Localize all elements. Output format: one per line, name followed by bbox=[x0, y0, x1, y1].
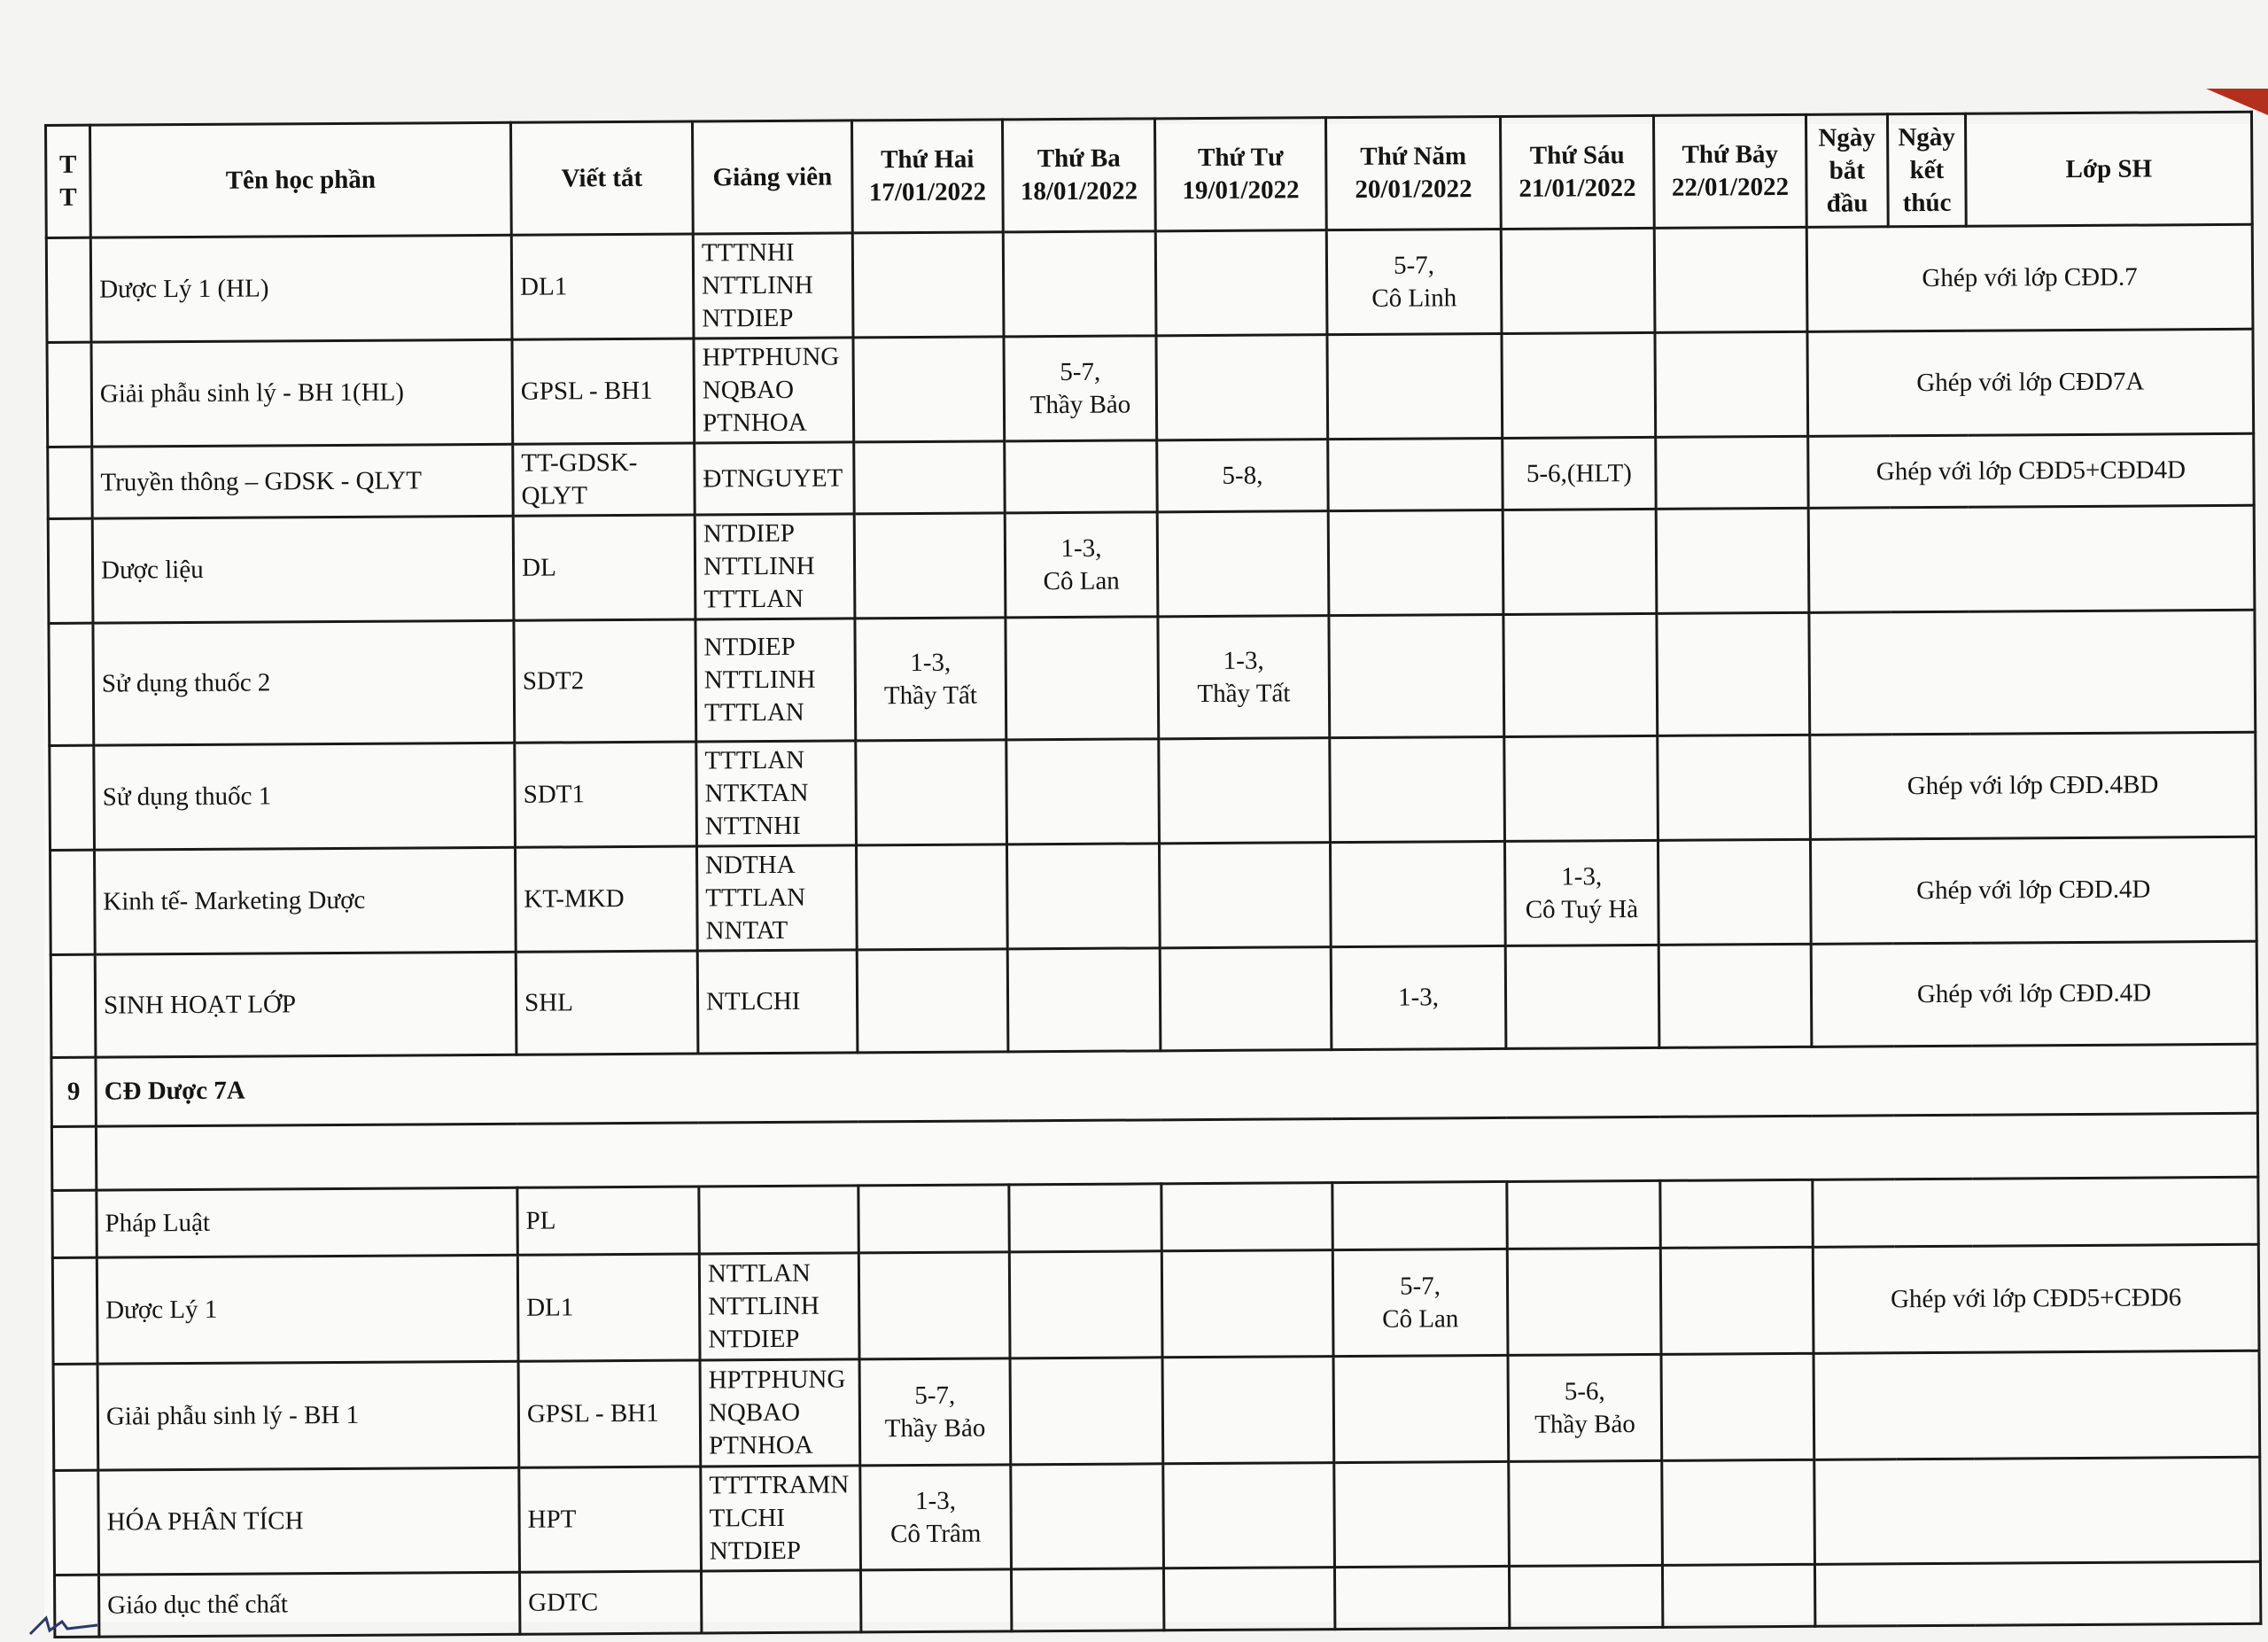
slot-friday bbox=[1507, 1180, 1660, 1249]
tt-cell bbox=[52, 1190, 97, 1257]
lecturer-code: NDTHA bbox=[705, 850, 796, 880]
slot-wednesday bbox=[1157, 511, 1329, 617]
slot-text: Thầy Bảo bbox=[1029, 390, 1131, 419]
tt-cell bbox=[50, 745, 95, 850]
course-abbr: SDT2 bbox=[514, 619, 696, 743]
slot-friday bbox=[1508, 1354, 1662, 1461]
tt-cell bbox=[52, 1257, 97, 1364]
slot-text: 1-3, bbox=[1397, 983, 1440, 1012]
slot-wednesday bbox=[1163, 1463, 1335, 1568]
lecturer-code: HPTPHUNG bbox=[702, 342, 840, 372]
course-abbr: DL1 bbox=[517, 1254, 700, 1361]
slot-friday bbox=[1507, 1248, 1661, 1355]
slot-friday bbox=[1505, 945, 1659, 1048]
table-row bbox=[54, 1457, 2261, 1575]
lecturer-code: HPTPHUNG bbox=[708, 1365, 846, 1395]
header-lecturer: Giảng viên bbox=[692, 121, 852, 234]
lecturer-code: NTDIEP bbox=[709, 1536, 802, 1566]
slot-wednesday bbox=[1161, 1183, 1332, 1251]
tt-cell bbox=[48, 518, 93, 623]
slot-text: 5-8, bbox=[1222, 461, 1263, 490]
slot-saturday bbox=[1657, 612, 1810, 735]
slot-text: 1-3, bbox=[1060, 533, 1102, 563]
slot-text: 5-7, bbox=[1393, 250, 1435, 280]
group-number: 9 bbox=[51, 1057, 96, 1126]
lecturer-list bbox=[701, 1570, 860, 1633]
course-abbr: GDTC bbox=[519, 1571, 701, 1634]
slot-friday bbox=[1503, 437, 1656, 510]
course-abbr: TT-GDSK-QLYT bbox=[513, 443, 695, 516]
tt-cell bbox=[53, 1364, 98, 1470]
class-note: Ghép với lớp CĐD5+CĐD4D bbox=[1808, 433, 2254, 508]
course-name: Giáo dục thể chất bbox=[99, 1572, 520, 1637]
slot-monday bbox=[860, 1465, 1012, 1570]
slot-text: 5-7, bbox=[1399, 1271, 1441, 1301]
course-abbr: PL bbox=[517, 1187, 699, 1255]
table-row bbox=[48, 505, 2255, 623]
header-saturday: Thứ Bảy 22/01/2022 bbox=[1653, 114, 1806, 228]
table-row bbox=[48, 433, 2254, 518]
lecturer-code: NQBAO bbox=[702, 375, 795, 405]
handwritten-mark bbox=[27, 1604, 106, 1639]
slot-wednesday bbox=[1155, 230, 1327, 336]
slot-monday bbox=[854, 513, 1006, 619]
slot-thursday bbox=[1328, 438, 1503, 510]
slot-text: Thầy Tất bbox=[1197, 678, 1291, 708]
lecturer-list bbox=[696, 741, 857, 846]
class-note bbox=[1814, 1561, 2260, 1626]
lecturer-code: NTLCHI bbox=[705, 986, 801, 1016]
course-name: Kinh tế- Marketing Dược bbox=[95, 847, 517, 954]
lecturer-code: TTTLAN bbox=[704, 745, 805, 775]
slot-wednesday bbox=[1162, 1357, 1334, 1464]
lecturer-code: NTDIEP bbox=[708, 1324, 800, 1354]
slot-tuesday bbox=[1011, 1568, 1163, 1631]
slot-text: Cô Linh bbox=[1371, 283, 1457, 313]
slot-wednesday bbox=[1156, 335, 1328, 440]
slot-text: Thầy Tất bbox=[883, 681, 978, 710]
slot-monday bbox=[854, 441, 1005, 514]
slot-thursday bbox=[1331, 946, 1506, 1049]
tt-cell bbox=[54, 1470, 99, 1575]
class-note: Ghép với lớp CĐD.4BD bbox=[1810, 732, 2256, 839]
class-note bbox=[1808, 505, 2255, 612]
table-row bbox=[46, 224, 2253, 342]
class-note: Ghép với lớp CĐD5+CĐD6 bbox=[1813, 1244, 2259, 1353]
course-name: Truyền thông – GDSK - QLYT bbox=[92, 444, 513, 518]
header-row bbox=[46, 112, 2253, 237]
slot-text: Cô Tuý Hà bbox=[1525, 894, 1639, 924]
slot-thursday bbox=[1326, 229, 1502, 334]
group-row bbox=[51, 1044, 2257, 1126]
header-monday: Thứ Hai 17/01/2022 bbox=[851, 120, 1003, 233]
table-row bbox=[49, 610, 2256, 745]
course-name: HÓA PHÂN TÍCH bbox=[98, 1467, 520, 1575]
slot-wednesday bbox=[1158, 616, 1330, 739]
slot-text: 5-6,(HLT) bbox=[1526, 458, 1633, 488]
header-start-date: Ngày bắt đầu bbox=[1806, 114, 1888, 228]
slot-saturday bbox=[1658, 735, 1811, 840]
lecturer-code: NQBAO bbox=[708, 1397, 801, 1428]
course-name: Dược liệu bbox=[92, 516, 514, 623]
corner-mark bbox=[2206, 89, 2268, 115]
slot-text: 1-3, bbox=[1223, 646, 1264, 675]
slot-friday bbox=[1503, 509, 1657, 614]
course-name: SINH HOẠT LỚP bbox=[95, 952, 517, 1057]
lecturer-code: TTTLAN bbox=[703, 697, 804, 728]
slot-thursday bbox=[1334, 1566, 1509, 1629]
lecturer-code: PTNHOA bbox=[709, 1430, 813, 1460]
slot-friday bbox=[1502, 332, 1656, 438]
slot-friday bbox=[1504, 840, 1658, 946]
lecturer-code: NTTLINH bbox=[708, 1291, 819, 1321]
slot-monday bbox=[853, 337, 1005, 442]
slot-monday bbox=[852, 232, 1004, 338]
lecturer-list bbox=[699, 1253, 859, 1360]
slot-monday bbox=[856, 844, 1007, 950]
group-name: CĐ Dược 7A bbox=[96, 1044, 2257, 1126]
slot-tuesday bbox=[1003, 231, 1156, 337]
slot-saturday bbox=[1658, 839, 1811, 945]
table-row bbox=[52, 1244, 2259, 1364]
slot-text: Cô Lan bbox=[1043, 566, 1120, 595]
class-note: Ghép với lớp CĐD.4D bbox=[1810, 837, 2256, 944]
lecturer-list bbox=[693, 233, 853, 339]
slot-tuesday bbox=[1005, 440, 1157, 513]
slot-friday bbox=[1501, 228, 1655, 333]
lecturer-code: TTTLAN bbox=[703, 584, 804, 614]
course-name: Sử dụng thuốc 2 bbox=[93, 620, 515, 745]
slot-thursday bbox=[1334, 1461, 1510, 1567]
lecturer-code: NTDIEP bbox=[703, 518, 796, 549]
slot-friday bbox=[1509, 1565, 1662, 1628]
slot-text: 5-6, bbox=[1564, 1376, 1605, 1406]
slot-text: 1-3, bbox=[914, 1486, 957, 1515]
course-name: Dược Lý 1 (HL) bbox=[90, 235, 512, 342]
slot-thursday bbox=[1330, 736, 1505, 842]
lecturer-code: NTDIEP bbox=[703, 632, 796, 662]
header-thursday: Thứ Năm 20/01/2022 bbox=[1325, 116, 1501, 230]
header-tt: T T bbox=[46, 125, 91, 237]
class-note: Ghép với lớp CĐD.4D bbox=[1811, 941, 2257, 1047]
slot-tuesday bbox=[1010, 1358, 1163, 1465]
header-friday: Thứ Sáu 21/01/2022 bbox=[1500, 115, 1654, 229]
tt-cell bbox=[50, 954, 96, 1057]
slot-saturday bbox=[1662, 1564, 1814, 1627]
class-note bbox=[1814, 1457, 2261, 1564]
slot-friday bbox=[1509, 1460, 1663, 1566]
slot-wednesday bbox=[1159, 843, 1331, 948]
lecturer-code: TLCHI bbox=[709, 1503, 786, 1533]
slot-text: Cô Trâm bbox=[889, 1519, 982, 1548]
slot-saturday bbox=[1660, 1247, 1814, 1354]
slot-thursday bbox=[1327, 333, 1503, 439]
slot-saturday bbox=[1660, 1179, 1813, 1248]
lecturer-code: NTKTAN bbox=[704, 778, 809, 808]
lecturer-list bbox=[695, 514, 855, 619]
course-abbr: KT-MKD bbox=[515, 846, 697, 952]
lecturer-code: NTTLINH bbox=[702, 270, 813, 300]
slot-monday bbox=[859, 1358, 1011, 1466]
lecturer-list bbox=[695, 442, 854, 515]
lecturer-code: NTTNHI bbox=[704, 811, 801, 841]
slot-friday bbox=[1503, 613, 1658, 736]
lecturer-list bbox=[696, 845, 857, 951]
slot-thursday bbox=[1333, 1355, 1509, 1462]
slot-tuesday bbox=[1009, 1184, 1161, 1252]
course-abbr: SDT1 bbox=[515, 742, 697, 847]
slot-saturday bbox=[1661, 1353, 1814, 1460]
table-row bbox=[50, 941, 2257, 1057]
slot-tuesday bbox=[1007, 948, 1161, 1052]
lecturer-code: NTDIEP bbox=[702, 303, 794, 333]
lecturer-list bbox=[695, 619, 856, 742]
tt-cell bbox=[50, 850, 96, 954]
header-abbr: Viết tắt bbox=[510, 121, 693, 235]
header-end-date: Ngày kết thúc bbox=[1887, 113, 1966, 227]
lecturer-list bbox=[694, 338, 854, 443]
slot-monday bbox=[857, 949, 1008, 1053]
slot-tuesday bbox=[1004, 336, 1157, 441]
slot-monday bbox=[858, 1185, 1009, 1253]
header-tuesday: Thứ Ba 18/01/2022 bbox=[1002, 119, 1155, 232]
course-abbr: HPT bbox=[519, 1467, 702, 1572]
lecturer-code: TTTLAN bbox=[705, 883, 806, 913]
class-note: Ghép với lớp CĐD7A bbox=[1807, 329, 2254, 436]
blank-cell bbox=[51, 1126, 96, 1190]
slot-tuesday bbox=[1005, 512, 1158, 618]
class-note bbox=[1809, 610, 2256, 735]
slot-thursday bbox=[1328, 510, 1503, 615]
slot-text: 5-7, bbox=[1060, 357, 1101, 386]
slot-wednesday bbox=[1159, 738, 1331, 844]
slot-wednesday bbox=[1161, 1250, 1333, 1358]
course-abbr: DL bbox=[513, 515, 695, 620]
class-note bbox=[1813, 1177, 2258, 1247]
slot-monday bbox=[860, 1569, 1011, 1632]
slot-saturday bbox=[1654, 227, 1807, 332]
lecturer-code: NTTLINH bbox=[703, 551, 815, 581]
slot-thursday bbox=[1332, 1249, 1508, 1356]
slot-text: Thầy Bảo bbox=[884, 1413, 986, 1443]
course-name: Dược Lý 1 bbox=[97, 1255, 518, 1364]
table-row bbox=[53, 1350, 2260, 1470]
tt-cell bbox=[49, 623, 94, 745]
schedule-table bbox=[44, 111, 2262, 1638]
tt-cell bbox=[47, 342, 92, 447]
slot-tuesday bbox=[1006, 617, 1159, 740]
slot-tuesday bbox=[1011, 1464, 1164, 1569]
tt-cell bbox=[46, 237, 91, 342]
lecturer-list bbox=[699, 1186, 858, 1254]
lecturer-code: PTNHOA bbox=[702, 408, 807, 438]
course-name: Giải phẫu sinh lý - BH 1 bbox=[97, 1361, 519, 1470]
slot-saturday bbox=[1655, 331, 1808, 437]
slot-text: Thầy Bảo bbox=[1534, 1409, 1635, 1439]
lecturer-code: NTTLINH bbox=[703, 665, 816, 695]
course-abbr: SHL bbox=[516, 951, 698, 1054]
lecturer-list bbox=[701, 1466, 861, 1571]
header-course: Tên học phần bbox=[90, 122, 512, 237]
slot-text: 1-3, bbox=[1561, 861, 1603, 891]
course-name: Sử dụng thuốc 1 bbox=[94, 743, 516, 850]
slot-text: Cô Lan bbox=[1382, 1303, 1459, 1334]
slot-wednesday bbox=[1157, 440, 1328, 512]
slot-monday bbox=[856, 740, 1007, 845]
slot-wednesday bbox=[1160, 947, 1332, 1051]
slot-thursday bbox=[1332, 1181, 1507, 1249]
class-note: Ghép với lớp CĐD.7 bbox=[1806, 224, 2253, 331]
slot-monday bbox=[855, 618, 1006, 741]
lecturer-code: NTTLAN bbox=[707, 1258, 812, 1288]
slot-text: 1-3, bbox=[910, 648, 951, 677]
tt-cell bbox=[48, 447, 92, 518]
slot-tuesday bbox=[1006, 844, 1160, 949]
table-row bbox=[50, 732, 2256, 850]
course-abbr: DL1 bbox=[511, 234, 694, 339]
slot-monday bbox=[858, 1252, 1010, 1359]
table-row bbox=[50, 837, 2257, 954]
slot-wednesday bbox=[1163, 1568, 1334, 1630]
course-abbr: GPSL - BH1 bbox=[512, 339, 695, 444]
header-wednesday: Thứ Tư 19/01/2022 bbox=[1154, 118, 1326, 231]
lecturer-code: ĐTNGUYET bbox=[703, 463, 843, 493]
lecturer-list bbox=[697, 950, 858, 1054]
table-row bbox=[47, 329, 2254, 447]
course-name: Giải phẫu sinh lý - BH 1(HL) bbox=[91, 339, 513, 447]
lecturer-code: NNTAT bbox=[705, 915, 788, 946]
slot-saturday bbox=[1656, 436, 1808, 509]
slot-tuesday bbox=[1009, 1251, 1162, 1358]
slot-thursday bbox=[1330, 841, 1505, 946]
table-row bbox=[55, 1561, 2261, 1637]
slot-thursday bbox=[1329, 614, 1504, 737]
course-name: Pháp Luật bbox=[97, 1187, 517, 1257]
slot-friday bbox=[1504, 735, 1658, 841]
slot-text: 5-7, bbox=[914, 1381, 956, 1410]
lecturer-code: TTTNHI bbox=[701, 237, 795, 268]
slot-saturday bbox=[1658, 944, 1812, 1047]
lecturer-code: TTTTRAMN bbox=[709, 1470, 850, 1500]
lecturer-list bbox=[700, 1359, 860, 1467]
slot-tuesday bbox=[1006, 739, 1160, 844]
class-note bbox=[1814, 1350, 2260, 1459]
course-abbr: GPSL - BH1 bbox=[518, 1360, 701, 1467]
slot-saturday bbox=[1656, 508, 1809, 613]
slot-saturday bbox=[1662, 1459, 1815, 1565]
header-class: Lớp SH bbox=[1965, 112, 2252, 226]
